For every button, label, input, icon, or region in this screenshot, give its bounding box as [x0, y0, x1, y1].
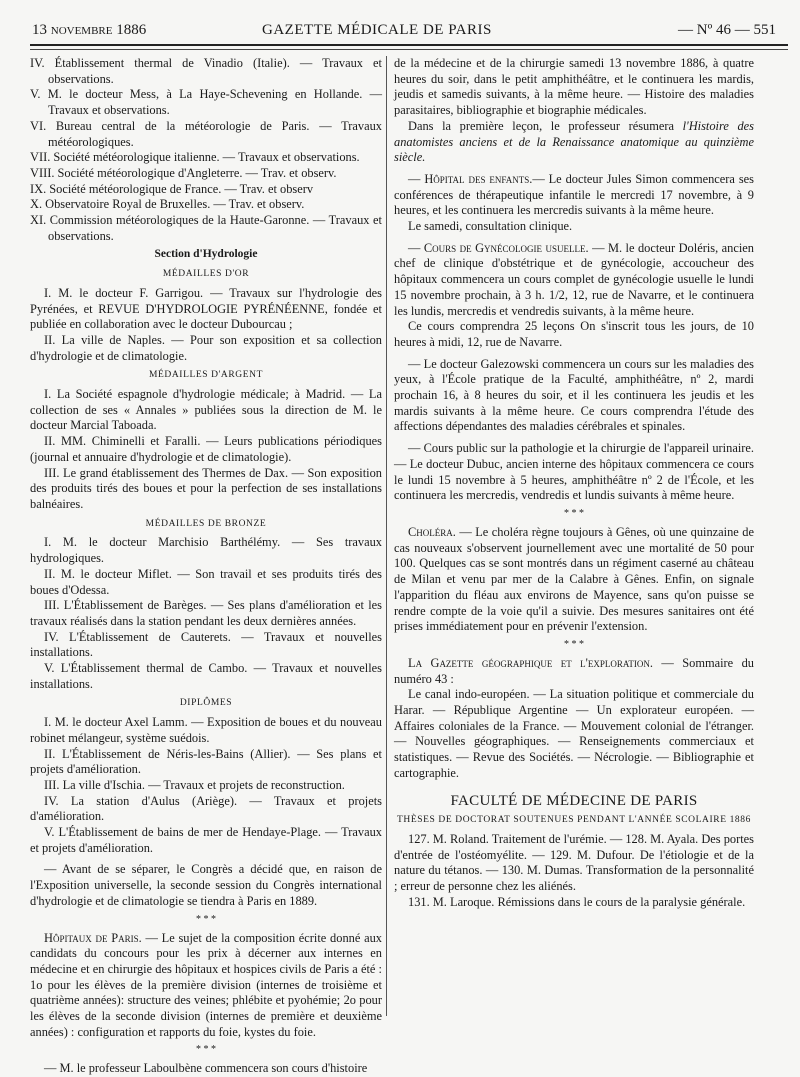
list-item: VII. Société météorologique italienne. — Travaux et observations. — [30, 150, 360, 165]
dubuc-paragraph: — Cours public sur la pathologie et la chirurgie de l'appareil urinaire. — Le docteur Dubuc, ancien interne des hôpitaux commencera ce cours le lundi 15 novembre à 5 heures, amphithéâtre nº 2 de l'École, et les continuera les mercredis, vendredis et lundis suivants à même heure. — [394, 441, 754, 503]
hopitaux-text: — Le sujet de la composition écrite donné aux candidats du concours pour les prix à décerner aux internes en médecine et en chirurgie des hôpitaux et hospices civils de Paris a été : 1o pour les élèves de la première division (internes de troisième et quatrième années): structure des veines; phlébite et pyohémie; 2o pour les élèves de la seconde division (internes de première et deuxième années) : configuration et rapports du foie, kystes du foie. — [30, 930, 382, 1039]
issue-page-number: — Nº 46 — 551 — [678, 22, 776, 38]
column-divider — [386, 56, 387, 1016]
list-item: IV. L'Établissement de Cauterets. — Travaux et nouvelles installations. — [30, 629, 382, 660]
list-item: V. L'Établissement thermal de Cambo. — Travaux et nouvelles installations. — [30, 661, 382, 691]
list-item: I. M. le docteur Axel Lamm. — Exposition de boues et du nouveau robinet mélangeur, système suédois. — [30, 715, 382, 745]
list-item: V. M. le docteur Mess, à La Haye-Schevening en Hollande. — Travaux et observations. — [30, 87, 382, 118]
header-rule-thin — [30, 49, 788, 50]
page-header — [32, 22, 776, 44]
gazette-text: — Sommaire du numéro 43 : — [394, 655, 754, 686]
theses-list: 127. M. Roland. Traitement de l'urémie. — 128. M. Ayala. Des portes d'entrée de l'ostéomyélite. — 129. M. Dufour. De l'étiologie et de la nature du tétanos. — 130. M. Dumas. Transformation de la personnalité ; erreur de personne chez les aliénés. — [394, 831, 754, 894]
section-separator-stars: * * * — [564, 638, 584, 650]
gynecology-lead: — Cours de Gynécologie usuelle. — [408, 240, 589, 255]
first-lesson-title: l'Histoire des anatomistes anciens et de la Renaissance anatomique au quinzième siècle. — [394, 118, 754, 165]
gazette-lead: La Gazette géographique et l'exploration. — [408, 655, 654, 670]
theses-list: 131. M. Laroque. Rémissions dans le cours de la paralysie générale. — [408, 894, 746, 909]
hopitaux-lead: Hôpitaux de Paris. — [44, 930, 142, 945]
section-heading-hydrology: Section d'Hydrologie — [154, 248, 258, 261]
enfants-paragraph: — Hôpital des enfants.— Le docteur Jules Simon commencera ses conférences de thérapeutique infantile le mercredi 17 novembre, à 9 heures, et les continuera les mercredis suivants à la même heure. — [394, 171, 754, 218]
first-lesson-text: Dans la première leçon, le professeur résumera — [408, 118, 683, 133]
list-item: I. La Société espagnole d'hydrologie médicale; à Madrid. — La collection de ses « Annales » publiées sous la direction de M. le docteur Marcial Taboada. — [30, 387, 382, 433]
list-item: III. L'Établissement de Barèges. — Ses plans d'amélioration et les travaux réalisés dans la station pendant les deux dernières années. — [30, 598, 382, 628]
list-item: II. L'Établissement de Néris-les-Bains (Allier). — Ses plans et projets d'amélioration. — [30, 746, 382, 777]
gynecology-text: — M. le docteur Doléris, ancien chef de clinique d'obstétrique et de gynécologie, accoucheur des hôpitaux commencera un cours complet de gynécologie usuelle le lundi 15 novembre prochain, à 3 h. 1/2, 12, rue de Navarre, et le continuera les lundis, mercredis et vendredis suivants, à la même heure. — [394, 240, 754, 318]
list-item: II. La ville de Naples. — Pour son exposition et sa collection d'hydrologie et de climatologie. — [30, 332, 382, 363]
left-column — [30, 56, 382, 1077]
galezowski-paragraph: — Le docteur Galezowski commencera un cours sur les maladies des yeux, à l'École pratique de la Faculté, amphithéâtre, nº 2, mardi prochain 16, à 8 heures du soir, et il les continuera les jeudis et les mardis suivants à la même heure. Ce cours comprendra l'étude des affections dépendantes des maladies cérébrales et spinales. — [394, 356, 754, 434]
list-item: VIII. Société météorologique d'Angleterre. — Trav. et observ. — [30, 165, 337, 180]
cholera-lead: Choléra. — [408, 524, 456, 539]
laboulbene-paragraph: — M. le professeur Laboulbène commencera son cours d'histoire — [44, 1061, 368, 1076]
enfants-lead: Hôpital des enfants. — [424, 171, 533, 186]
cholera-text: — Le choléra règne toujours à Gênes, où une quinzaine de cas nouveaux s'observent journellement avec une mortalité de 50 pour 100. Quelques cas se sont montrés dans un régiment caserné au château de Milan et venu par mer de la Calabre à Gênes. Enfin, on signale l'apparition du fléau aux environs de Mayence, sans qu'on puisse se rendre compte de la voie qu'il a suivie. Des mesures sanitaires ont été prises immédiatement pour en prévenir l'extension. — [394, 524, 754, 634]
subheading-silver-medals: MÉDAILLES D'ARGENT — [148, 370, 264, 381]
list-item: VI. Bureau central de la météorologie de Paris. — Travaux météorologiques. — [30, 118, 382, 149]
congress-paragraph: — Avant de se séparer, le Congrès a décidé que, en raison de l'Exposition universelle, la seconde session du Congrès international d'hydrologie et de climatologie se tiendra à Paris en 1889. — [30, 862, 382, 908]
list-item: IV. Établissement thermal de Vinadio (Italie). — Travaux et observations. — [30, 56, 382, 86]
subheading-bronze-medals: MÉDAILLES DE BRONZE — [145, 518, 267, 529]
enfants-consultation: Le samedi, consultation clinique. — [408, 219, 573, 234]
section-separator-stars: * * * — [196, 1044, 216, 1056]
list-item: V. L'Établissement de bains de mer de Hendaye-Plage. — Travaux et projets d'amélioration. — [30, 825, 382, 855]
list-item: III. Le grand établissement des Thermes de Dax. — Son exposition des produits tirés des boues et pour la perfection de ses installations balnéaires. — [30, 465, 382, 511]
list-item: IX. Société météorologique de France. — Trav. et observ — [30, 181, 314, 196]
first-lesson-paragraph — [394, 119, 754, 166]
gazette-summary: Le canal indo-européen. — La situation politique et commerciale du Harar. — République Argentine — Un explorateur européen. — Affaires coloniales de la France. — Mouvement colonial de l'étranger. — Nouvelles géographiques. — Renseignements commerciaux et statistiques. — Revue des Sociétés. — Nécrologie. — Bibliographie et cartographie. — [394, 687, 754, 780]
section-separator-stars: * * * — [196, 913, 216, 925]
issue-date: 13 novembre 1886 — [32, 22, 147, 38]
list-item: III. La ville d'Ischia. — Travaux et projets de reconstruction. — [44, 777, 345, 792]
list-item: X. Observatoire Royal de Bruxelles. — Trav. et observ. — [30, 197, 305, 212]
list-item: II. M. le docteur Miflet. — Son travail et ses produits tirés des boues d'Odessa. — [30, 566, 382, 597]
right-column — [394, 56, 754, 910]
gynecology-paragraph — [394, 241, 754, 320]
list-item: XI. Commission météorologiques de la Haute-Garonne. — Travaux et observations. — [30, 213, 382, 243]
header-rule-thick — [30, 44, 788, 46]
faculty-heading: FACULTÉ DE MÉDECINE DE PARIS — [450, 792, 698, 809]
list-item: II. MM. Chiminelli et Faralli. — Leurs publications périodiques (journal et annuaire d'hydrologie et de climatologie). — [30, 434, 382, 464]
hopitaux-paragraph — [30, 931, 382, 1041]
enfants-text: — Le docteur Jules Simon commencera ses conférences de thérapeutique infantile le mercredi 17 novembre, à 9 heures, et les continuera les mercredis suivants à la même heure. — [394, 171, 754, 218]
cholera-paragraph — [394, 525, 754, 635]
gazette-paragraph — [394, 656, 754, 687]
subheading-diplomas: DIPLÔMES — [179, 698, 233, 709]
section-separator-stars: * * * — [564, 507, 584, 519]
gynecology-lessons: Ce cours comprendra 25 leçons On s'inscrit tous les jours, de 10 heures à midi, 12, rue de Navarre. — [394, 319, 754, 349]
list-item: I. M. le docteur F. Garrigou. — Travaux sur l'hydrologie des Pyrénées, et REVUE D'HYDROLOGIE PYRÉNÉENNE, fondée et publiée en collaboration avec le docteur Dubourcau ; — [30, 285, 382, 332]
theses-subheading: THÈSES DE DOCTORAT SOUTENUES PENDANT L'ANNÉE SCOLAIRE 1886 — [397, 815, 751, 826]
journal-title: GAZETTE MÉDICALE DE PARIS — [262, 22, 492, 38]
continued-paragraph: de la médecine et de la chirurgie samedi 13 novembre 1886, à quatre heures du soir, dans le petit amphithéâtre, et le continuera les mardis, jeudis et samedis suivants, à la même heure. — Histoire des maladies parasitaires, bibliographie et biographie médicales. — [394, 56, 754, 118]
list-item: I. M. le docteur Marchisio Barthélémy. — Ses travaux hydrologiques. — [30, 535, 382, 566]
subheading-gold-medals: MÉDAILLES D'OR — [162, 269, 250, 280]
list-item: IV. La station d'Aulus (Ariège). — Travaux et projets d'amélioration. — [30, 793, 382, 824]
